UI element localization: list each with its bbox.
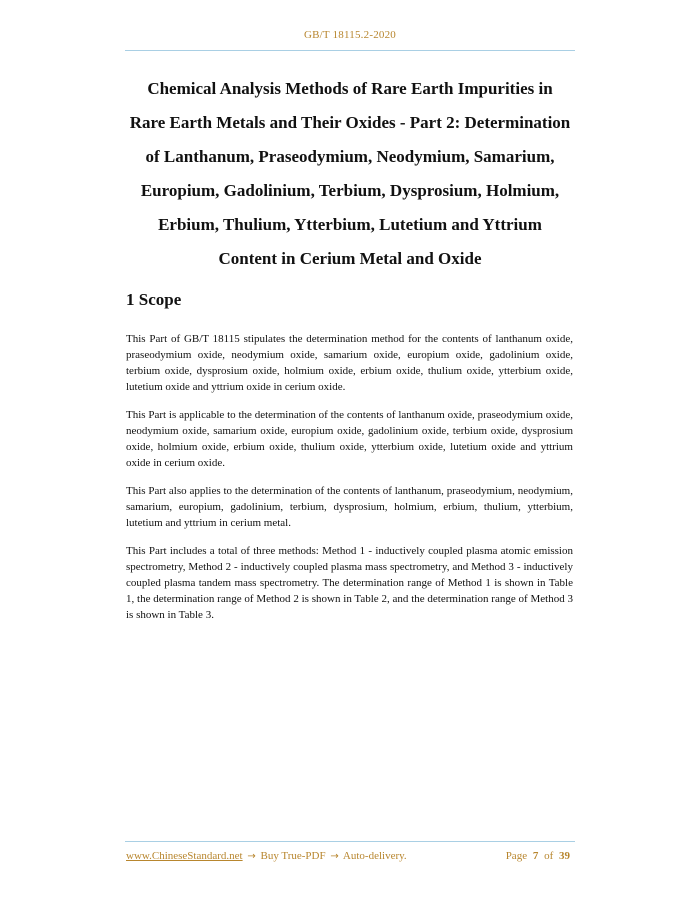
title-line: Content in Cerium Metal and Oxide <box>218 249 482 268</box>
site-link[interactable]: www.ChineseStandard.net <box>126 850 243 862</box>
paragraph: This Part is applicable to the determination of the contents of lanthanum oxide, praseodymium oxide, neodymium oxide, samarium oxide, europium oxide, gadolinium oxide, terbium oxide, dysprosium oxide, holmium oxide, erbium oxide, thulium oxide, ytterbium oxide, lutetium oxide and yttrium oxide in cerium oxide. <box>126 409 573 469</box>
section-body <box>126 331 573 635</box>
paragraph: This Part of GB/T 18115 stipulates the determination method for the contents of lanthanum oxide, praseodymium oxide, neodymium oxide, samarium oxide, europium oxide, gadolinium oxide, terbium oxide, dysprosium oxide, holmium oxide, erbium oxide, thulium oxide, ytterbium oxide, lutetium oxide and yttrium oxide in cerium oxide. <box>126 333 573 393</box>
arrow-right-icon: → <box>247 851 256 862</box>
title-line: Erbium, Thulium, Ytterbium, Lutetium and Yttrium <box>158 215 542 234</box>
page-footer <box>126 850 573 862</box>
footer-divider <box>125 841 575 842</box>
buy-true-pdf-text: Buy True-PDF <box>260 850 326 862</box>
document-title <box>110 72 590 276</box>
page-label: Page <box>505 850 528 862</box>
running-header: GB/T 18115.2-2020 <box>303 29 396 41</box>
title-line: Europium, Gadolinium, Terbium, Dysprosium, Holmium, <box>140 181 560 200</box>
paragraph: This Part also applies to the determination of the contents of lanthanum, praseodymium, neodymium, samarium, europium, gadolinium, terbium, dysprosium, holmium, erbium, thulium, ytterbium, lutetium and yttrium in cerium metal. <box>126 485 573 529</box>
section-heading-scope: 1 Scope <box>126 290 182 309</box>
paragraph: This Part includes a total of three methods: Method 1 - inductively coupled plasma atomic emission spectrometry, Method 2 - inductively coupled plasma mass spectrometry, and Method 3 - inductively coupled plasma tandem mass spectrometry. The determination range of Method 1 is shown in Table 1, the determination range of Method 2 is shown in Table 2, and the determination range of Method 3 is shown in Table 3. <box>126 545 573 621</box>
page-number <box>506 850 573 862</box>
title-line: Chemical Analysis Methods of Rare Earth Impurities in <box>147 79 553 98</box>
page-current: 7 <box>532 850 539 862</box>
arrow-right-icon: → <box>330 851 339 862</box>
title-line: Rare Earth Metals and Their Oxides - Part 2: Determination <box>129 113 571 132</box>
auto-delivery-text: Auto-delivery. <box>342 850 407 862</box>
title-line: of Lanthanum, Praseodymium, Neodymium, Samarium, <box>145 147 555 166</box>
page-of: of <box>544 850 554 862</box>
header-divider <box>125 50 575 51</box>
footer-left <box>126 850 407 862</box>
page-total: 39 <box>559 850 570 862</box>
